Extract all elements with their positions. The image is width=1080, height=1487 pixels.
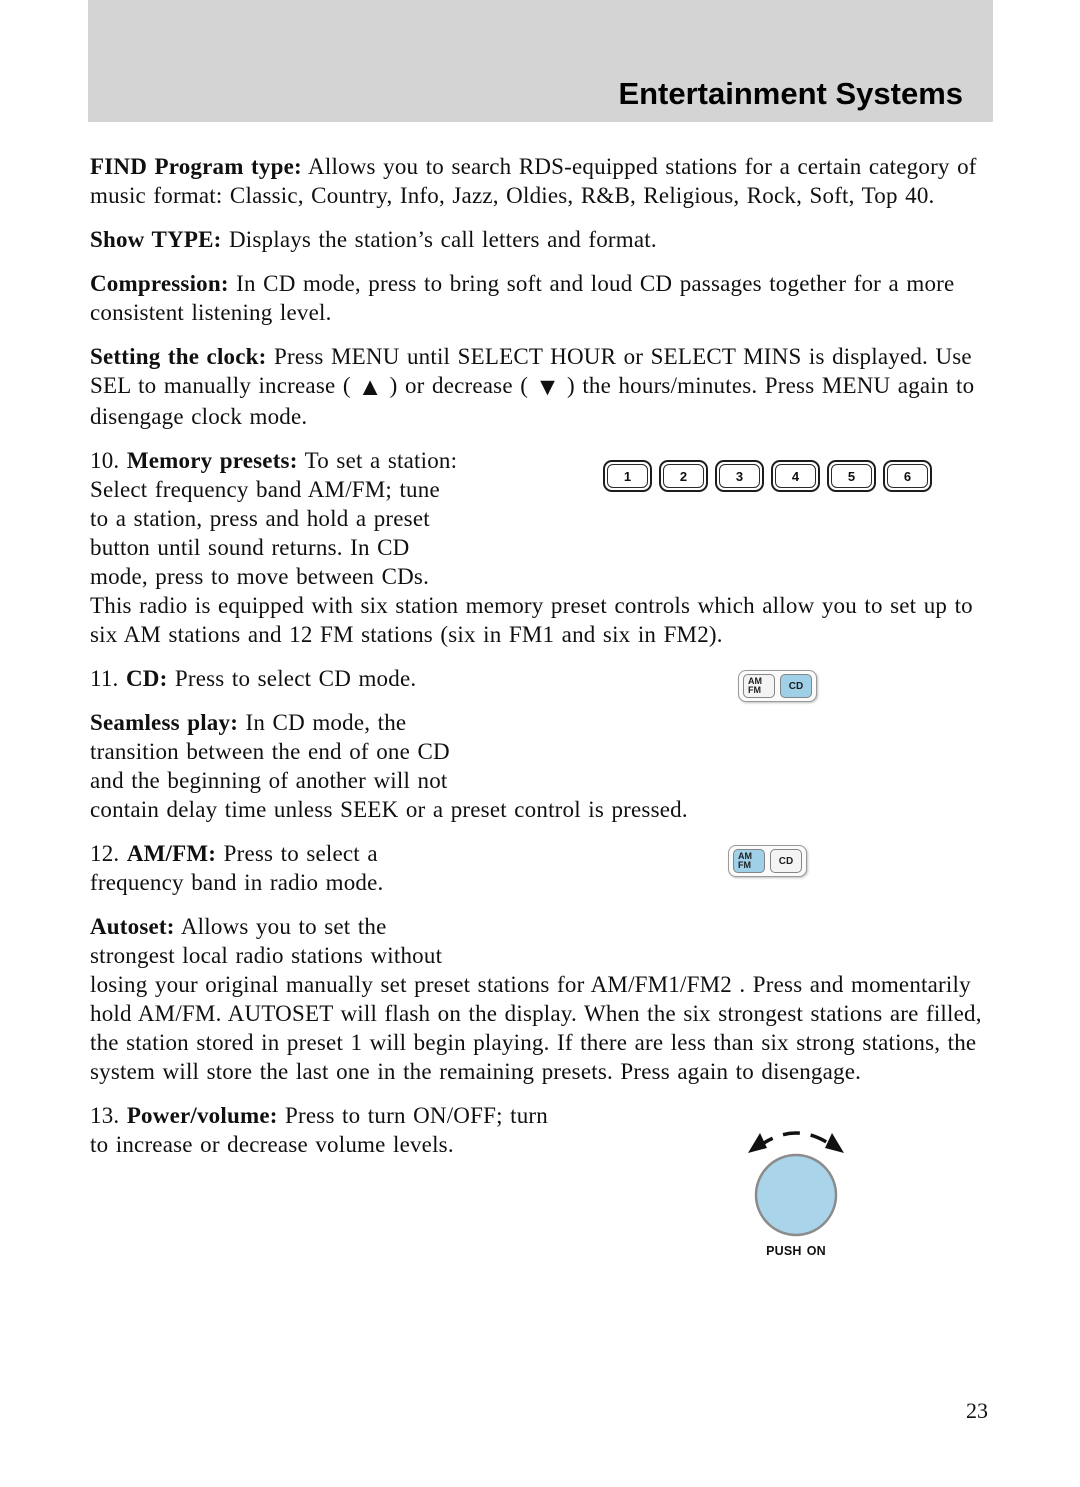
setting-clock-term: Setting the clock: [90,344,267,369]
preset-buttons-graphic [462,446,992,564]
amfm-cd-control [728,845,807,877]
find-program-term: FIND Program type: [90,154,302,179]
preset-button-3 [715,460,764,492]
page-number: 23 [966,1398,988,1423]
amfm-button-am-label: AM [738,851,752,861]
page-header [88,0,993,122]
autoset-term: Autoset: [90,914,175,939]
rotation-arc [758,1133,834,1147]
cd-button-label: CD [778,855,794,867]
paragraph-find-program [90,152,992,210]
preset-button-4 [771,460,820,492]
cd-button-icon [770,849,802,873]
push-on-label: PUSH ON [766,1244,826,1258]
show-type-term: Show TYPE: [90,227,222,252]
preset-button-5 [827,460,876,492]
paragraph-setting-clock [90,342,992,431]
amfm-button-icon [733,849,765,873]
preset-button-6-label: 6 [887,464,928,488]
amfm-text: Press to select a frequency band in radio mode. [90,841,384,895]
rotate-right-arrow-icon [825,1133,844,1153]
seamless-play-term: Seamless play: [90,710,239,735]
compression-term: Compression: [90,271,229,296]
preset-button-2-label: 2 [663,464,704,488]
preset-button-1 [603,460,652,492]
page-title: Entertainment Systems [618,76,963,111]
preset-buttons-row [462,460,932,492]
memory-presets-text: To set a station: Select frequency band AM/FM; tune to a station, press and hold a preset button until sound returns. In CD mode, press to move between CDs. [90,448,458,589]
power-volume-section [90,1101,992,1269]
paragraph-compression [90,269,992,327]
page-content [90,122,992,1269]
amfm-term: AM/FM: [126,841,217,866]
memory-presets-term: Memory presets: [126,448,298,473]
memory-presets-number: 10. [90,448,120,473]
setting-clock-text-3: ) the hours/minutes. Press MENU again to disengage clock mode. [90,373,975,429]
knob-illustration [720,1101,872,1269]
cd-term: CD: [125,666,168,691]
amfm-number: 12. [90,841,120,866]
paragraph-show-type [90,225,992,254]
autoset-text: Allows you to set the strongest local radio stations without losing your original manually set preset stations for AM/FM1/FM2 . Press and momentarily hold AM/FM. AUTOSET will flash on the display. When the six strongest stations are filled, the station stored in preset 1 will begin playing. If there are less than six strong stations, the system will store the last one in the remaining presets. Press again to disengage. [90,914,982,1084]
compression-text: In CD mode, press to bring soft and loud CD passages together for a more consistent listening level. [90,271,955,325]
setting-clock-text-1: Press MENU until SELECT HOUR or SELECT MINS is displayed. Use SEL to manually increase ( [90,344,972,398]
power-volume-number: 13. [90,1103,120,1128]
show-type-text: Displays the station’s call letters and format. [228,227,657,252]
seamless-play-text: In CD mode, the transition between the end of one CD and the beginning of another will not contain delay time unless SEEK or a preset control is pressed. [90,710,688,822]
memory-presets-section [90,446,992,664]
find-program-text: Allows you to search RDS-equipped stations for a certain category of music format: Classic, Country, Info, Jazz, Oldies, R&B, Religious, Rock, Soft, Top 40. [90,154,977,208]
amfm-button-graphic [472,839,992,943]
amfm-cd-control [738,670,817,702]
amfm-button-fm-label: FM [748,685,761,695]
power-volume-text: Press to turn ON/OFF; turn to increase or decrease volume levels. [90,1103,548,1157]
amfm-button-fm-label: FM [738,860,751,870]
preset-button-2 [659,460,708,492]
power-volume-knob-graphic [572,1101,992,1269]
cd-text: Press to select CD mode. [174,666,417,691]
cd-number: 11. [90,666,119,691]
cd-button-icon [780,674,812,698]
cd-button-label: CD [788,680,804,692]
memory-presets-continuation: This radio is equipped with six station memory preset controls which allow you to set up to six AM stations and 12 FM stations (six in FM1 and six in FM2). [90,593,973,647]
setting-clock-text-2: ) or decrease ( [389,373,529,398]
volume-knob-icon [756,1155,836,1235]
decrease-arrow-icon: ▼ [535,374,561,401]
cd-button-graphic [452,664,992,768]
rotate-left-arrow-icon [748,1133,767,1153]
power-volume-term: Power/volume: [126,1103,278,1128]
amfm-button-icon [743,674,775,698]
preset-button-4-label: 4 [775,464,816,488]
preset-button-1-label: 1 [607,464,648,488]
preset-button-6 [883,460,932,492]
amfm-button-am-label: AM [748,676,762,686]
amfm-section [90,839,992,1101]
preset-button-5-label: 5 [831,464,872,488]
cd-section [90,664,992,839]
preset-button-3-label: 3 [719,464,760,488]
increase-arrow-icon: ▲ [357,374,383,401]
